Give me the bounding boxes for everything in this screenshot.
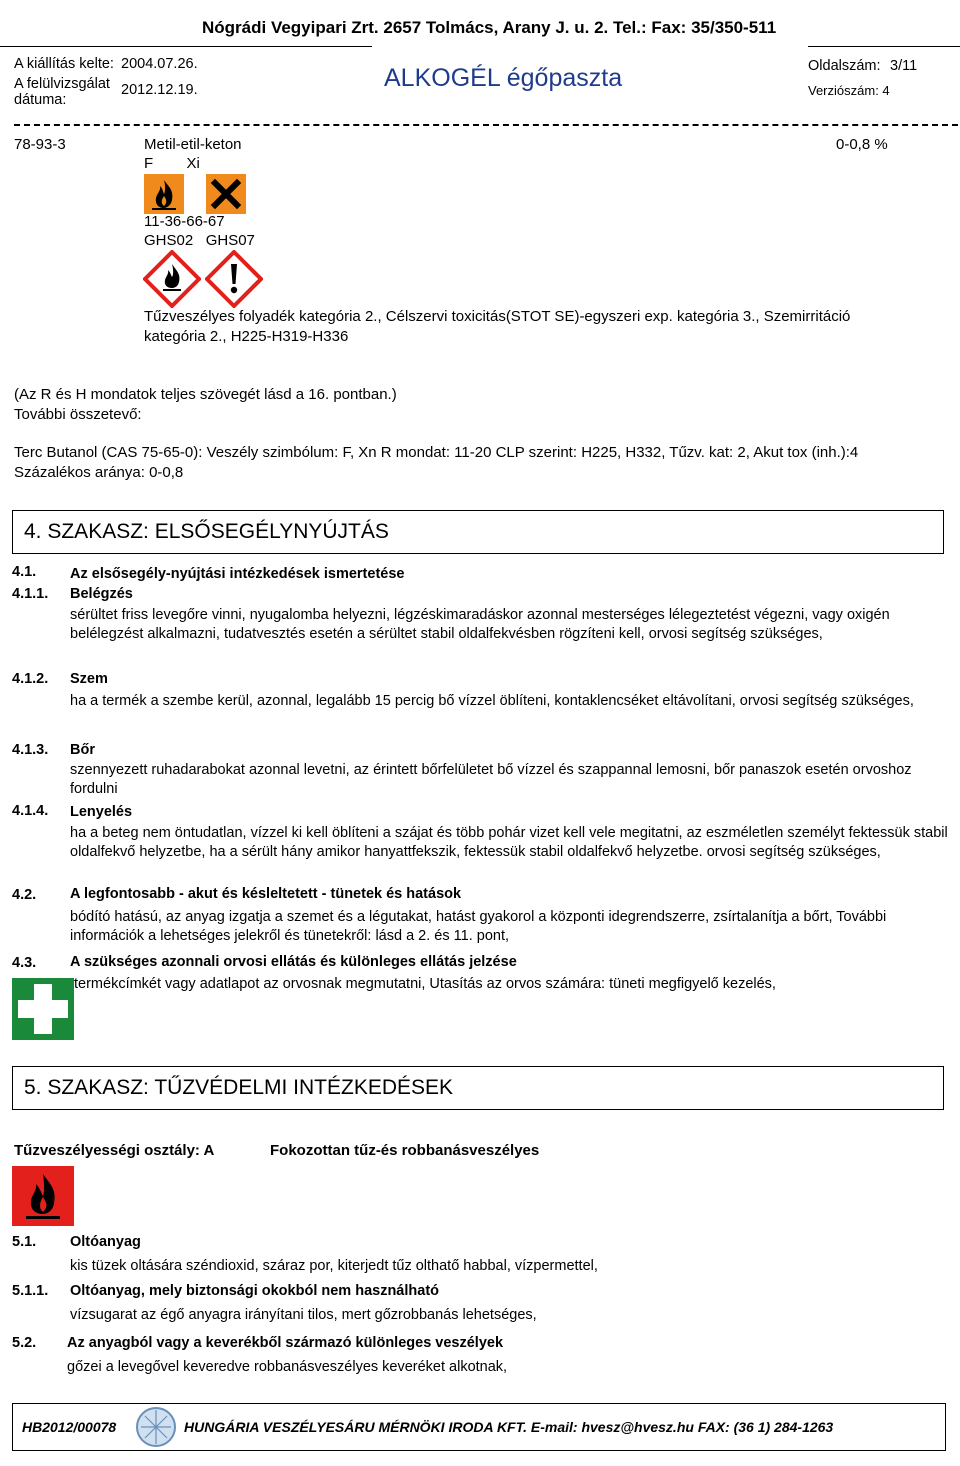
first-aid-cross-icon — [12, 978, 74, 1040]
s52-title: Az anyagból vagy a keverékből származó különleges veszélyek — [67, 1335, 504, 1351]
section-4-heading — [12, 510, 944, 554]
section-5-title: 5. SZAKASZ: TŰZVÉDELMI INTÉZKEDÉSEK — [24, 1076, 454, 1099]
s511-text: vízsugarat az égő anyagra irányítani tilos, mert gőzrobbanás lehetséges, — [70, 1307, 537, 1323]
section-5-heading — [12, 1066, 944, 1110]
component-name: Metil-etil-keton — [144, 136, 242, 153]
ghs02-flame-icon — [143, 250, 201, 308]
version-label: Verziószám: 4 — [808, 83, 890, 98]
header-divider — [14, 124, 958, 126]
ghs-codes: GHS02 GHS07 — [144, 232, 255, 249]
review-label-2: dátuma: — [14, 92, 67, 108]
r-h-note: (Az R és H mondatok teljes szövegét lásd a 16. pontban.) — [14, 386, 397, 403]
s42-number: 4.2. — [12, 887, 37, 903]
issue-label: A kiállítás kelte: — [14, 56, 114, 72]
s411-number: 4.1.1. — [12, 586, 49, 602]
s52-text: gőzei a levegővel keveredve robbanásveszélyes keveréket alkotnak, — [67, 1359, 508, 1375]
page-label: Oldalszám: — [808, 58, 881, 74]
cas-number: 78-93-3 — [14, 136, 66, 153]
percent-text: Százalékos aránya: 0-0,8 — [14, 464, 184, 481]
product-title: ALKOGÉL égőpaszta — [384, 64, 623, 92]
component-percent: 0-0,8 % — [836, 136, 888, 153]
r-phrases: 11-36-66-67 — [144, 213, 225, 230]
s412-number: 4.1.2. — [12, 671, 49, 687]
classification-line-1: Tűzveszélyes folyadék kategória 2., Célszervi toxicitás(STOT SE)-egyszeri exp. kategória 3., Szemirritáció — [144, 308, 851, 325]
s43-text: termékcímkét vagy adatlapot az orvosnak megmutatni, Utasítás az orvos számára: tüneti megfigyelő kezelés, — [74, 976, 776, 992]
s43-title: A szükséges azonnali orvosi ellátás és különleges ellátás jelzése — [70, 954, 517, 970]
company-line: Nógrádi Vegyipari Zrt. 2657 Tolmács, Arany J. u. 2. Tel.: Fax: 35/350-511 — [202, 18, 777, 37]
s43-number: 4.3. — [12, 955, 37, 971]
header-right-rule — [808, 46, 960, 47]
s413-text: szennyezett ruhadarabokat azonnal levetni, az érintett bőrfelületet bő vízzel és szappannal lemosni, bőr panaszok esetén orvoshoz fordulni — [70, 762, 912, 797]
s413-number: 4.1.3. — [12, 742, 49, 758]
s412-text: ha a termék a szembe kerül, azonnal, legalább 15 percig bő vízzel öblíteni, kontaklencséket eltávolítani, orvosi segítség szükséges, — [70, 693, 914, 709]
s414-text: ha a beteg nem öntudatlan, vízzel ki kell öblíteni a szájat és több pohár vizet kell vele megitatni, az eszméletlen személyt fektessük stabil oldalfekvő helyzetbe, ha a sérült hány amikor hanyattfekszik, fektessük stabil oldalfekvő helyzetbe. orvosi segítség szükséges, — [70, 825, 948, 860]
s42-text: bódító hatású, az anyag izgatja a szemet és a légutakat, hatást gyakorol a központi idegrendszerre, zsírtalanítja a bőrt, További információk a lehetséges jelekről és tünetekről: lásd a 2. és 11. pont, — [70, 909, 887, 944]
s51-title: Oltóanyag — [70, 1234, 141, 1250]
s411-title: Belégzés — [70, 586, 133, 602]
s51-number: 5.1. — [12, 1234, 37, 1250]
further-components-text: Terc Butanol (CAS 75-65-0): Veszély szimbólum: F, Xn R mondat: 11-20 CLP szerint: H225, H332, Tűzv. kat: 2, Akut tox (inh.):4 — [14, 444, 859, 461]
fire-class-text: Fokozottan tűz-és robbanásveszélyes — [270, 1142, 540, 1159]
s411-text: sérültet friss levegőre vinni, nyugalomba helyezni, légzéskimaradáskor azonnal mesterséges lélegeztetést végezni, vagy oxigén belélegzést alkalmazni, tudatvesztés esetén a sérültet stabil oldalfekvésben rögzíteni kell, orvosi segítség szükséges, — [70, 607, 890, 642]
fire-class-label: Tűzveszélyességi osztály: A — [14, 1142, 215, 1159]
section-4-title: 4. SZAKASZ: ELSŐSEGÉLYNYÚJTÁS — [24, 520, 389, 543]
irritant-cross-icon — [206, 174, 246, 214]
s413-title: Bőr — [70, 742, 95, 758]
s41-title: Az elsősegély-nyújtási intézkedések ismertetése — [70, 566, 405, 582]
s41-number: 4.1. — [12, 564, 37, 580]
company-logo-icon — [135, 1406, 177, 1448]
s414-title: Lenyelés — [70, 804, 133, 820]
review-label-1: A felülvizsgálat — [14, 76, 110, 92]
header-left-rule — [0, 46, 372, 47]
ghs07-exclamation-icon — [205, 250, 263, 308]
s511-number: 5.1.1. — [12, 1283, 49, 1299]
review-date: 2012.12.19. — [121, 82, 198, 98]
flame-icon — [144, 174, 184, 214]
further-components-label: További összetevő: — [14, 406, 142, 423]
s412-title: Szem — [70, 671, 108, 687]
hazard-symbol-letters: F Xi — [144, 155, 200, 172]
footer-text: HUNGÁRIA VESZÉLYESÁRU MÉRNÖKI IRODA KFT. E-mail: hvesz@hvesz.hu FAX: (36 1) 284-1263 — [184, 1419, 834, 1435]
footer-code: HB2012/00078 — [22, 1419, 117, 1435]
issue-date: 2004.07.26. — [121, 56, 198, 72]
classification-line-2: kategória 2., H225-H319-H336 — [144, 328, 349, 345]
s51-text: kis tüzek oltására széndioxid, száraz por, kiterjedt tűz olthatő habbal, vízpermettel, — [70, 1258, 598, 1274]
page-value: 3/11 — [890, 58, 918, 74]
s42-title: A legfontosabb - akut és késleltetett - tünetek és hatások — [70, 886, 462, 902]
s414-number: 4.1.4. — [12, 803, 49, 819]
s511-title: Oltóanyag, mely biztonsági okokból nem használható — [70, 1283, 440, 1299]
flammable-icon — [12, 1166, 74, 1226]
s52-number: 5.2. — [12, 1335, 37, 1351]
